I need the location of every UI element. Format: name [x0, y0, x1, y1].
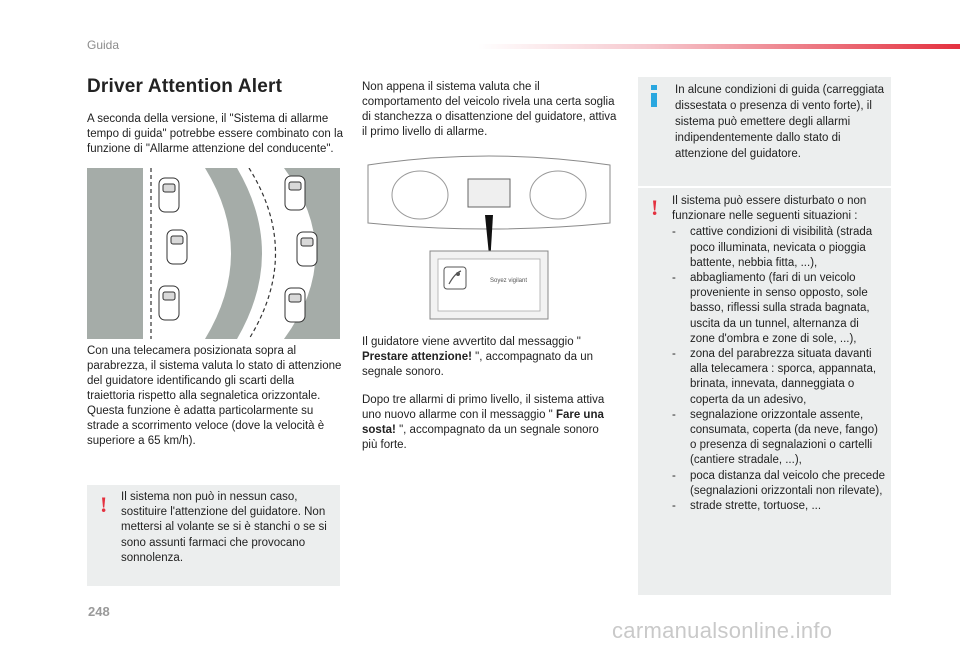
camera-paragraph: Con una telecamera posizionata sopra al parabrezza, il sistema valuta lo stato di attenzione del guidatore identificando gli scarti della traiettoria rispetto alla segnaletica orizzontale.: [87, 345, 342, 402]
attention-message-paragraph: Il guidatore viene avvertito dal messaggio " Prestare attenzione! ", accompagnato da un segnale sonoro.: [362, 336, 594, 378]
list-item: - abbagliamento (fari di un veicolo proveniente in senso opposto, sole basso, riflessi sulla strada bagnata, uscita da un tunnel, alternanza di zone d'ombra e zone di sole, ...),: [672, 272, 870, 345]
warning-icon: !: [100, 492, 108, 517]
warning-box-disturbances: [638, 188, 891, 595]
list-item: - segnalazione orizzontale assente, consumata, coperta (da neve, fango) o presenza di segnalazioni o cartelli (cantiere stradale, ...),: [672, 408, 878, 467]
stop-message-paragraph: Dopo tre allarmi di primo livello, il sistema attiva uno nuovo allarme con il messaggio " Fare una sosta! ", accompagnato da un segnale sonoro più forte.: [362, 394, 605, 451]
lane-drift-illustration: [87, 168, 340, 339]
disturbance-intro: Il sistema può essere disturbato o non funzionare nelle seguenti situazioni :: [672, 195, 867, 223]
intro-paragraph: A seconda della versione, il "Sistema di allarme tempo di guida" potrebbe essere combinato con la funzione di "Allarme attenzione del conducente".: [87, 113, 343, 155]
column-2-message-2: [362, 393, 617, 453]
disturbance-text: [672, 194, 885, 514]
vehicle-right-bottom: [285, 288, 305, 322]
watermark: carmanualsonline.info: [612, 618, 833, 643]
prestare-attenzione-label: Prestare attenzione!: [362, 351, 472, 363]
page-title: Driver Attention Alert: [87, 76, 283, 97]
vehicle-right-mid: [297, 232, 317, 266]
list-item: - poca distanza dal veicolo che precede (segnalazioni orizzontali non rilevate),: [672, 469, 885, 497]
column-1-top: [87, 76, 343, 157]
vehicle-left-bottom: [159, 286, 179, 320]
highway-paragraph: Questa funzione è adatta particolarmente su strade a scorrimento veloce (dove la velocità è superiore a 65 km/h).: [87, 405, 325, 447]
attention-icon-box: [444, 267, 466, 289]
left-road-shoulder: [87, 168, 143, 339]
column-2-message-1: [362, 335, 617, 380]
column-1-body: [87, 344, 343, 449]
page-number: 248: [88, 604, 110, 619]
header-accent-rule: [478, 44, 960, 49]
vehicle-left-top: [159, 178, 179, 212]
screen-message-label: Soyez vigilant: [490, 278, 528, 284]
info-text: In alcune condizioni di guida (carreggiata dissestata o presenza di vento forte), il sistema può emettere degli allarmi indipendentemente dallo stato di attenzione del guidatore.: [675, 84, 885, 160]
list-item: - cattive condizioni di visibilità (strada poco illuminata, nevicata o pioggia battente, nebbia fitta, ...),: [672, 226, 873, 269]
info-box-conditions: [638, 77, 891, 186]
disturbance-list: [672, 225, 885, 514]
fare-una-sosta-label: Fare una sosta!: [362, 409, 604, 436]
column-2-top: [362, 80, 617, 140]
instrument-panel-illustration: [360, 153, 618, 323]
vehicle-left-mid: [167, 230, 187, 264]
info-icon: [649, 85, 659, 107]
list-item: - strade strette, tortuose, ...: [672, 500, 822, 513]
warning-icon: !: [651, 195, 659, 220]
first-alert-paragraph: Non appena il sistema valuta che il comportamento del veicolo rivela una certa soglia di stanchezza o disattenzione del guidatore, attiva il primo livello di allarme.: [362, 81, 617, 138]
warning-text: Il sistema non può in nessun caso, sostituire l'attenzione del guidatore. Non mettersi al volante se si è stanchi o se si sono assunti farmaci che provocano sonnolenza.: [121, 491, 327, 564]
warning-box-driver: [87, 485, 340, 586]
dashboard-display: [468, 179, 510, 207]
list-item: - zona del parabrezza situata davanti alla telecamera : sporca, appannata, brinata, innevata, danneggiata o coperta da un adesivo,: [672, 348, 877, 406]
vehicle-right-top: [285, 176, 305, 210]
section-header: Guida: [87, 38, 120, 52]
